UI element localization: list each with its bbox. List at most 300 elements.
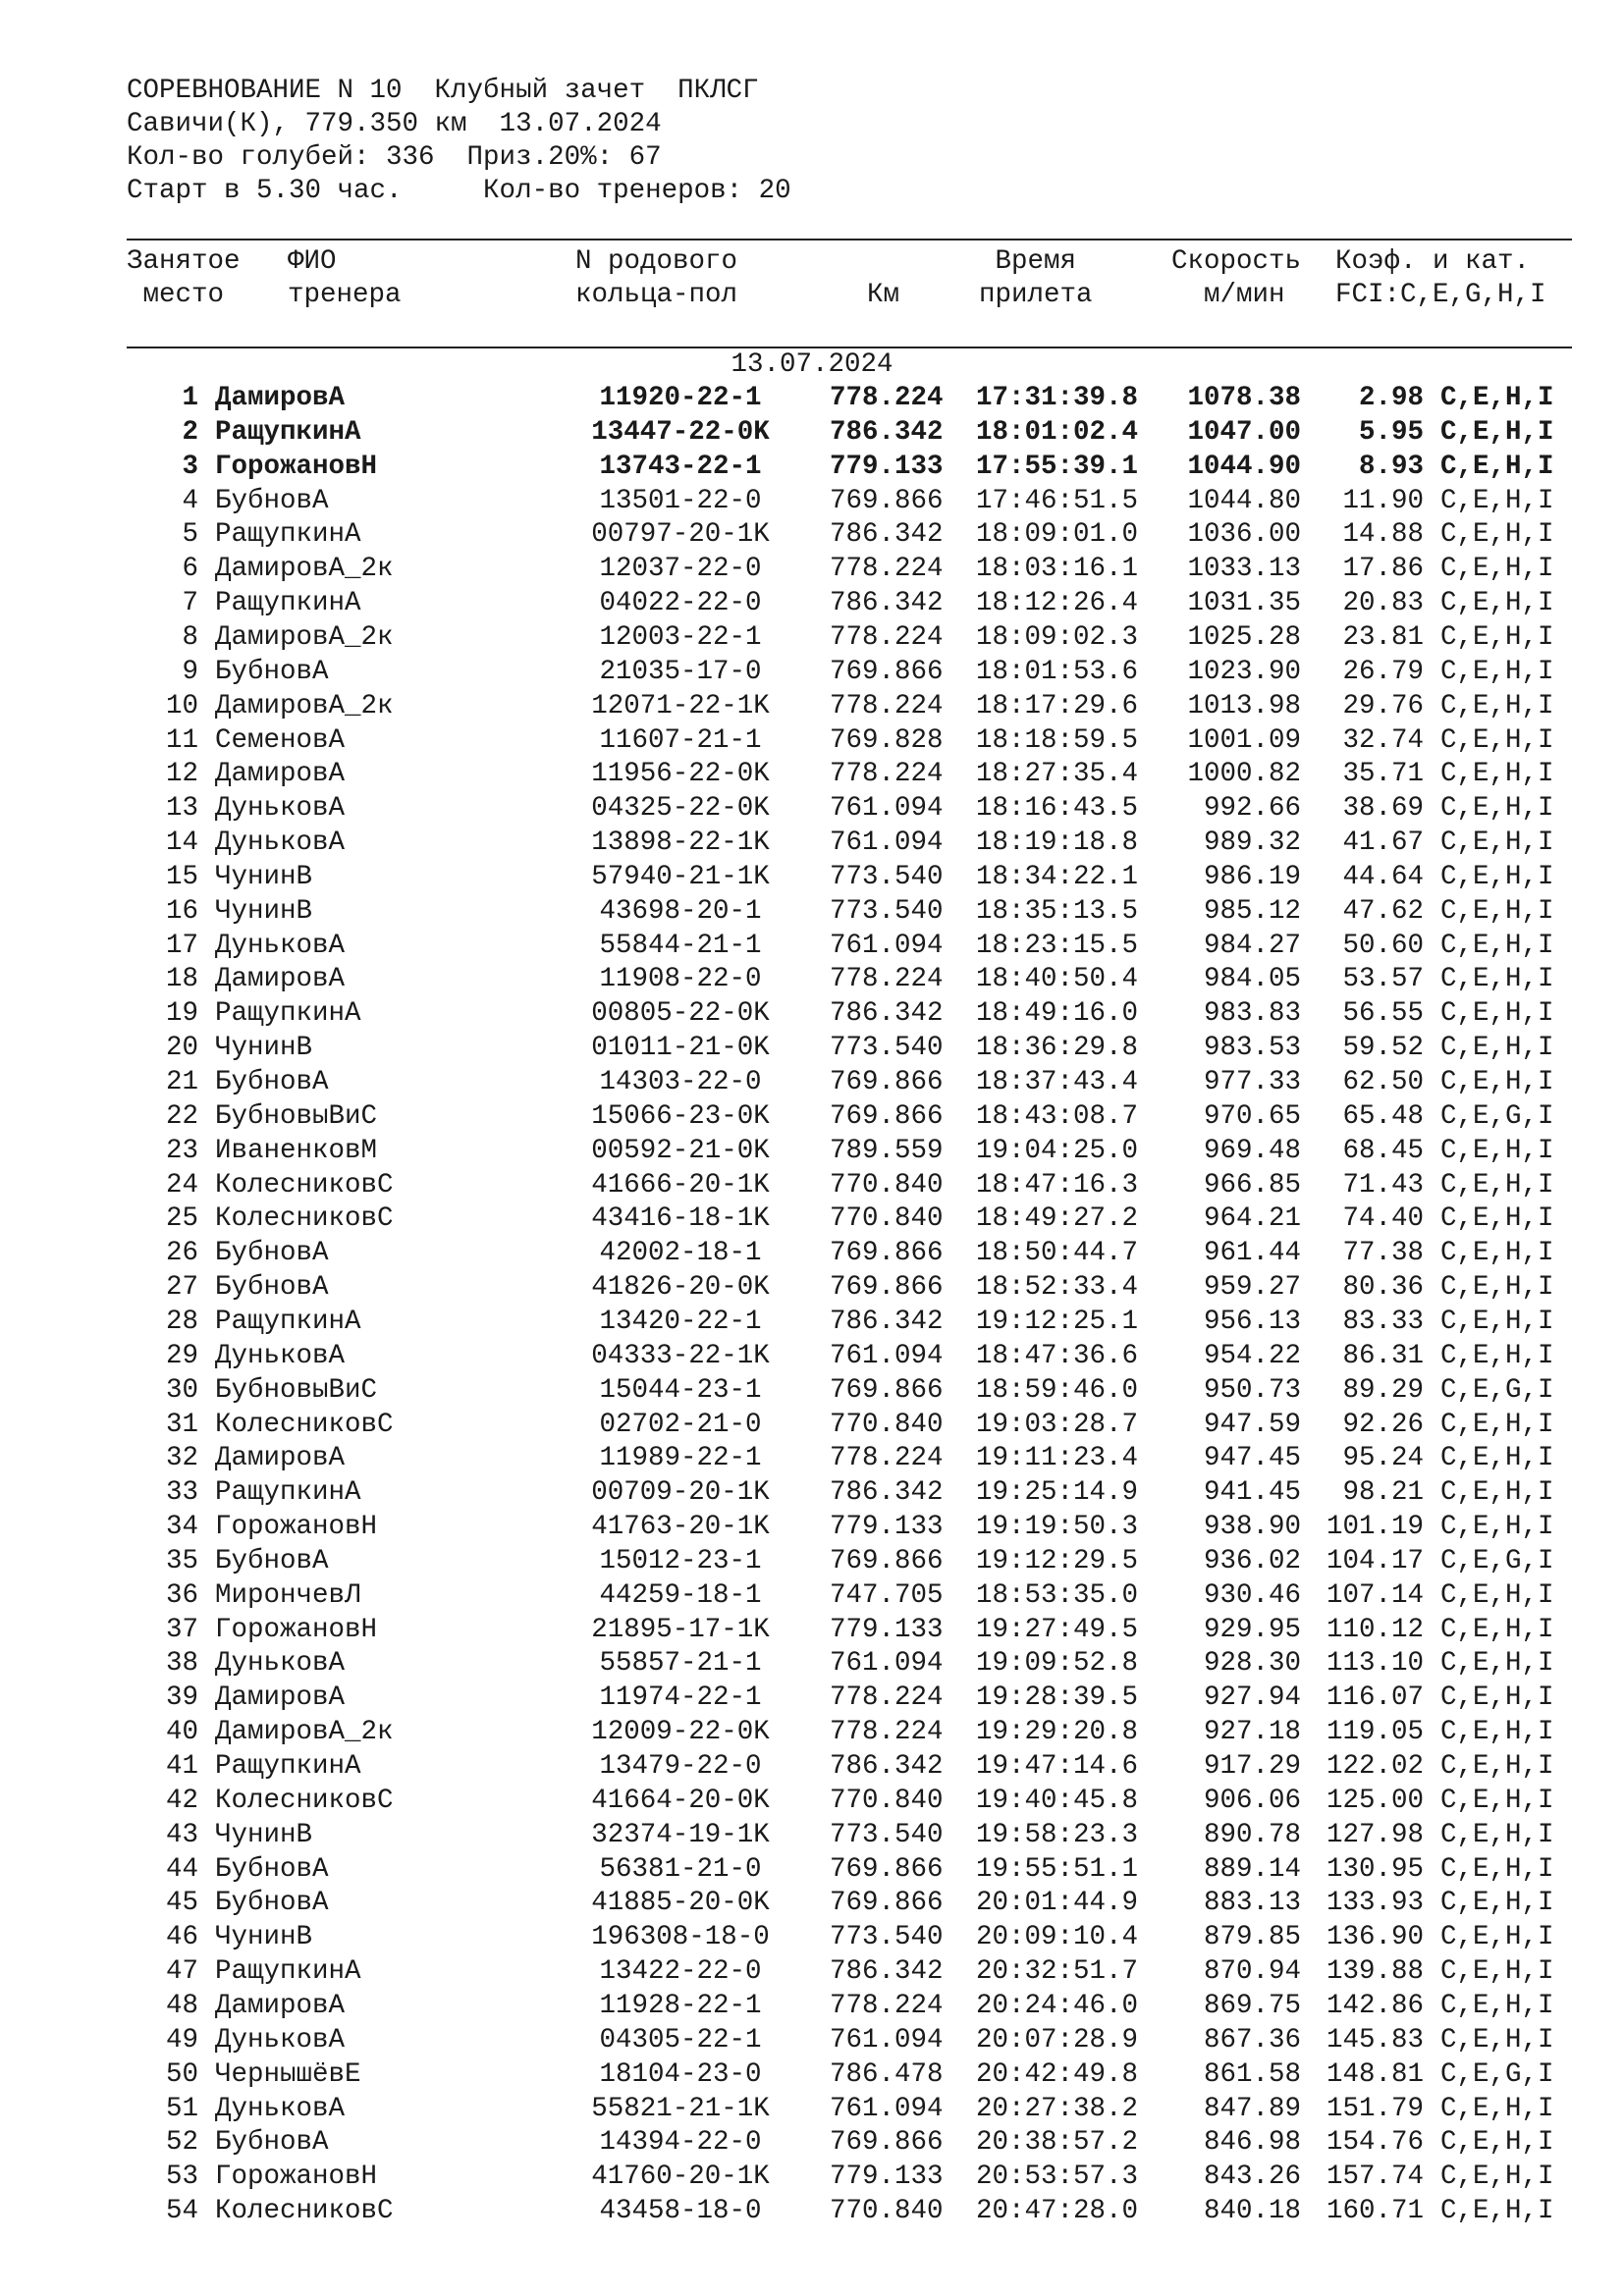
category-cell: C,E,H,I bbox=[1440, 416, 1554, 448]
arrival-time-cell: 18:01:53.6 bbox=[976, 656, 1139, 687]
category-cell: C,E,G,I bbox=[1440, 1100, 1554, 1132]
coefficient-cell: 139.88 bbox=[1326, 1956, 1424, 1988]
ring-number-cell: 41760-20-1K bbox=[591, 2162, 770, 2193]
place-cell: 21 bbox=[165, 1067, 198, 1097]
trainer-name-cell: ДуньковА bbox=[215, 793, 346, 825]
trainer-name-cell: КолесниковС bbox=[215, 1409, 394, 1440]
arrival-time-cell: 18:47:36.6 bbox=[976, 1340, 1139, 1371]
place-cell: 31 bbox=[165, 1409, 198, 1440]
place-cell: 30 bbox=[165, 1374, 198, 1406]
speed-cell: 989.32 bbox=[1203, 828, 1301, 859]
coefficient-cell: 14.88 bbox=[1342, 519, 1424, 551]
distance-cell: 769.866 bbox=[830, 1888, 944, 1919]
coefficient-cell: 92.26 bbox=[1342, 1409, 1424, 1440]
table-row bbox=[0, 861, 1624, 895]
speed-cell: 1047.00 bbox=[1187, 416, 1301, 448]
table-row bbox=[0, 792, 1624, 827]
table-row bbox=[0, 1716, 1624, 1750]
ring-number-cell: 14303-22-0 bbox=[599, 1067, 762, 1097]
distance-cell: 761.094 bbox=[830, 828, 944, 859]
place-cell: 17 bbox=[165, 930, 198, 961]
ring-number-cell: 56381-21-0 bbox=[599, 1853, 762, 1885]
trainer-name-cell: ДуньковА bbox=[215, 828, 346, 859]
speed-cell: 1044.90 bbox=[1187, 451, 1301, 482]
category-cell: C,E,H,I bbox=[1440, 1135, 1554, 1166]
trainer-name-cell: ДамировА bbox=[215, 1443, 346, 1474]
distance-cell: 789.559 bbox=[830, 1135, 944, 1166]
distance-cell: 778.224 bbox=[830, 964, 944, 995]
date-separator: 13.07.2024 bbox=[731, 349, 893, 380]
speed-cell: 846.98 bbox=[1203, 2127, 1301, 2159]
trainer-name-cell: БубновА bbox=[215, 1888, 329, 1919]
category-cell: C,E,H,I bbox=[1440, 964, 1554, 995]
arrival-time-cell: 20:09:10.4 bbox=[976, 1922, 1139, 1953]
table-row bbox=[0, 930, 1624, 964]
ring-number-cell: 11908-22-0 bbox=[599, 964, 762, 995]
arrival-time-cell: 18:47:16.3 bbox=[976, 1169, 1139, 1201]
trainer-name-cell: РащупкинА bbox=[215, 416, 361, 448]
table-row bbox=[0, 1614, 1624, 1648]
ring-number-cell: 04305-22-1 bbox=[599, 2024, 762, 2056]
speed-cell: 906.06 bbox=[1203, 1785, 1301, 1816]
table-row bbox=[0, 1511, 1624, 1545]
speed-cell: 983.83 bbox=[1203, 998, 1301, 1030]
distance-cell: 786.342 bbox=[830, 416, 944, 448]
ring-number-cell: 13422-22-0 bbox=[599, 1956, 762, 1988]
speed-cell: 985.12 bbox=[1203, 895, 1301, 927]
distance-cell: 779.133 bbox=[830, 451, 944, 482]
place-cell: 20 bbox=[165, 1033, 198, 1064]
trainer-name-cell: ДуньковА bbox=[215, 1340, 346, 1371]
distance-cell: 778.224 bbox=[830, 554, 944, 585]
arrival-time-cell: 18:59:46.0 bbox=[976, 1374, 1139, 1406]
speed-cell: 1025.28 bbox=[1187, 621, 1301, 653]
place-cell: 53 bbox=[165, 2162, 198, 2193]
distance-cell: 786.478 bbox=[830, 2058, 944, 2090]
table-row bbox=[0, 1887, 1624, 1921]
category-cell: C,E,H,I bbox=[1440, 1614, 1554, 1645]
ring-number-cell: 13898-22-1K bbox=[591, 828, 770, 859]
ring-number-cell: 18104-23-0 bbox=[599, 2058, 762, 2090]
distance-cell: 786.342 bbox=[830, 1306, 944, 1337]
distance-cell: 769.866 bbox=[830, 1545, 944, 1576]
place-cell: 42 bbox=[165, 1785, 198, 1816]
category-cell: C,E,H,I bbox=[1440, 2162, 1554, 2193]
table-row bbox=[0, 1442, 1624, 1476]
speed-cell: 984.05 bbox=[1203, 964, 1301, 995]
category-cell: C,E,H,I bbox=[1440, 793, 1554, 825]
distance-cell: 773.540 bbox=[830, 1033, 944, 1064]
trainer-name-cell: РащупкинА bbox=[215, 1477, 361, 1509]
place-cell: 19 bbox=[165, 998, 198, 1030]
ring-number-cell: 15044-23-1 bbox=[599, 1374, 762, 1406]
arrival-time-cell: 19:58:23.3 bbox=[976, 1819, 1139, 1850]
arrival-time-cell: 18:01:02.4 bbox=[976, 416, 1139, 448]
ring-number-cell: 42002-18-1 bbox=[599, 1238, 762, 1269]
speed-cell: 964.21 bbox=[1203, 1203, 1301, 1235]
ring-number-cell: 21035-17-0 bbox=[599, 656, 762, 687]
arrival-time-cell: 20:01:44.9 bbox=[976, 1888, 1139, 1919]
category-cell: C,E,H,I bbox=[1440, 519, 1554, 551]
table-row bbox=[0, 416, 1624, 451]
birds-count-line: Кол-во голубей: 336 Приз.20%: 67 bbox=[127, 142, 662, 173]
ring-number-cell: 13420-22-1 bbox=[599, 1306, 762, 1337]
trainer-name-cell: ЧунинВ bbox=[215, 1922, 313, 1953]
ring-number-cell: 41664-20-0K bbox=[591, 1785, 770, 1816]
coefficient-cell: 157.74 bbox=[1326, 2162, 1424, 2193]
speed-cell: 1023.90 bbox=[1187, 656, 1301, 687]
coefficient-cell: 2.98 bbox=[1358, 383, 1424, 413]
distance-cell: 778.224 bbox=[830, 1682, 944, 1714]
category-cell: C,E,H,I bbox=[1440, 1238, 1554, 1269]
distance-cell: 778.224 bbox=[830, 1990, 944, 2021]
coefficient-cell: 119.05 bbox=[1326, 1717, 1424, 1748]
place-cell: 14 bbox=[165, 828, 198, 859]
ring-number-cell: 55821-21-1K bbox=[591, 2093, 770, 2124]
speed-cell: 870.94 bbox=[1203, 1956, 1301, 1988]
place-cell: 46 bbox=[165, 1922, 198, 1953]
place-cell: 8 bbox=[182, 621, 198, 653]
trainer-name-cell: ДуньковА bbox=[215, 1648, 346, 1680]
speed-cell: 966.85 bbox=[1203, 1169, 1301, 1201]
place-cell: 48 bbox=[165, 1990, 198, 2021]
distance-cell: 761.094 bbox=[830, 1340, 944, 1371]
distance-cell: 786.342 bbox=[830, 1956, 944, 1988]
distance-cell: 769.866 bbox=[830, 1100, 944, 1132]
distance-cell: 779.133 bbox=[830, 1614, 944, 1645]
coefficient-cell: 104.17 bbox=[1326, 1545, 1424, 1576]
speed-cell: 861.58 bbox=[1203, 2058, 1301, 2090]
trainer-name-cell: ГорожановН bbox=[215, 1512, 378, 1543]
distance-cell: 747.705 bbox=[830, 1579, 944, 1611]
ring-number-cell: 13501-22-0 bbox=[599, 485, 762, 516]
table-row bbox=[0, 1066, 1624, 1100]
table-row bbox=[0, 2058, 1624, 2093]
speed-cell: 936.02 bbox=[1203, 1545, 1301, 1576]
distance-cell: 778.224 bbox=[830, 759, 944, 790]
table-row bbox=[0, 2024, 1624, 2058]
col-header-place: Занятое место bbox=[127, 246, 241, 310]
arrival-time-cell: 18:49:27.2 bbox=[976, 1203, 1139, 1235]
category-cell: C,E,H,I bbox=[1440, 451, 1554, 482]
place-cell: 41 bbox=[165, 1751, 198, 1782]
speed-cell: 847.89 bbox=[1203, 2093, 1301, 2124]
table-row bbox=[0, 1271, 1624, 1306]
arrival-time-cell: 18:03:16.1 bbox=[976, 554, 1139, 585]
ring-number-cell: 02702-21-0 bbox=[599, 1409, 762, 1440]
category-cell: C,E,H,I bbox=[1440, 1888, 1554, 1919]
table-row bbox=[0, 451, 1624, 485]
trainer-name-cell: КолесниковС bbox=[215, 2196, 394, 2227]
place-cell: 51 bbox=[165, 2093, 198, 2124]
table-row bbox=[0, 621, 1624, 656]
col-header-ring: N родового кольца-пол bbox=[575, 246, 738, 310]
speed-cell: 947.59 bbox=[1203, 1409, 1301, 1440]
arrival-time-cell: 17:46:51.5 bbox=[976, 485, 1139, 516]
category-cell: C,E,H,I bbox=[1440, 1579, 1554, 1611]
category-cell: C,E,H,I bbox=[1440, 1409, 1554, 1440]
table-row bbox=[0, 724, 1624, 759]
distance-cell: 769.866 bbox=[830, 1853, 944, 1885]
trainer-name-cell: ГорожановН bbox=[215, 2162, 378, 2193]
ring-number-cell: 41885-20-0K bbox=[591, 1888, 770, 1919]
coefficient-cell: 56.55 bbox=[1342, 998, 1424, 1030]
table-row bbox=[0, 1032, 1624, 1066]
speed-cell: 927.18 bbox=[1203, 1717, 1301, 1748]
distance-cell: 778.224 bbox=[830, 383, 944, 413]
distance-cell: 778.224 bbox=[830, 621, 944, 653]
speed-cell: 1078.38 bbox=[1187, 383, 1301, 413]
coefficient-cell: 44.64 bbox=[1342, 861, 1424, 892]
trainer-name-cell: БубновА bbox=[215, 1545, 329, 1576]
arrival-time-cell: 18:43:08.7 bbox=[976, 1100, 1139, 1132]
trainer-name-cell: ЧунинВ bbox=[215, 861, 313, 892]
trainer-name-cell: ДуньковА bbox=[215, 2024, 346, 2056]
place-cell: 7 bbox=[182, 588, 198, 619]
category-cell: C,E,G,I bbox=[1440, 1545, 1554, 1576]
ring-number-cell: 32374-19-1K bbox=[591, 1819, 770, 1850]
table-row bbox=[0, 1237, 1624, 1271]
category-cell: C,E,H,I bbox=[1440, 759, 1554, 790]
place-cell: 24 bbox=[165, 1169, 198, 1201]
arrival-time-cell: 19:12:25.1 bbox=[976, 1306, 1139, 1337]
coefficient-cell: 26.79 bbox=[1342, 656, 1424, 687]
speed-cell: 941.45 bbox=[1203, 1477, 1301, 1509]
ring-number-cell: 12037-22-0 bbox=[599, 554, 762, 585]
category-cell: C,E,H,I bbox=[1440, 1306, 1554, 1337]
distance-cell: 761.094 bbox=[830, 793, 944, 825]
table-row bbox=[0, 1750, 1624, 1785]
arrival-time-cell: 18:12:26.4 bbox=[976, 588, 1139, 619]
arrival-time-cell: 19:09:52.8 bbox=[976, 1648, 1139, 1680]
category-cell: C,E,H,I bbox=[1440, 930, 1554, 961]
trainer-name-cell: ДамировА bbox=[215, 383, 346, 413]
category-cell: C,E,H,I bbox=[1440, 1272, 1554, 1304]
table-row bbox=[0, 1409, 1624, 1443]
place-cell: 4 bbox=[182, 485, 198, 516]
distance-cell: 769.866 bbox=[830, 1067, 944, 1097]
ring-number-cell: 04022-22-0 bbox=[599, 588, 762, 619]
speed-cell: 889.14 bbox=[1203, 1853, 1301, 1885]
category-cell: C,E,H,I bbox=[1440, 1819, 1554, 1850]
distance-cell: 786.342 bbox=[830, 1477, 944, 1509]
place-cell: 40 bbox=[165, 1717, 198, 1748]
trainer-name-cell: ДамировА bbox=[215, 759, 346, 790]
speed-cell: 917.29 bbox=[1203, 1751, 1301, 1782]
speed-cell: 840.18 bbox=[1203, 2196, 1301, 2227]
ring-number-cell: 11974-22-1 bbox=[599, 1682, 762, 1714]
table-row bbox=[0, 758, 1624, 792]
trainer-name-cell: ГорожановН bbox=[215, 451, 378, 482]
trainer-name-cell: КолесниковС bbox=[215, 1785, 394, 1816]
speed-cell: 867.36 bbox=[1203, 2024, 1301, 2056]
coefficient-cell: 35.71 bbox=[1342, 759, 1424, 790]
table-row bbox=[0, 485, 1624, 519]
ring-number-cell: 15012-23-1 bbox=[599, 1545, 762, 1576]
distance-cell: 770.840 bbox=[830, 2196, 944, 2227]
table-row bbox=[0, 656, 1624, 690]
arrival-time-cell: 18:34:22.1 bbox=[976, 861, 1139, 892]
arrival-time-cell: 17:55:39.1 bbox=[976, 451, 1139, 482]
arrival-time-cell: 19:29:20.8 bbox=[976, 1717, 1139, 1748]
coefficient-cell: 130.95 bbox=[1326, 1853, 1424, 1885]
competition-title: СОРЕВНОВАНИЕ N 10 Клубный зачет ПКЛСГ bbox=[127, 76, 759, 106]
distance-cell: 779.133 bbox=[830, 2162, 944, 2193]
trainer-name-cell: РащупкинА bbox=[215, 1751, 361, 1782]
distance-cell: 773.540 bbox=[830, 861, 944, 892]
category-cell: C,E,H,I bbox=[1440, 1922, 1554, 1953]
arrival-time-cell: 18:35:13.5 bbox=[976, 895, 1139, 927]
speed-cell: 879.85 bbox=[1203, 1922, 1301, 1953]
arrival-time-cell: 19:47:14.6 bbox=[976, 1751, 1139, 1782]
col-header-km: Км bbox=[867, 280, 900, 310]
table-row bbox=[0, 827, 1624, 861]
distance-cell: 769.866 bbox=[830, 2127, 944, 2159]
table-row bbox=[0, 1990, 1624, 2024]
speed-cell: 947.45 bbox=[1203, 1443, 1301, 1474]
ring-number-cell: 04325-22-0K bbox=[591, 793, 770, 825]
category-cell: C,E,H,I bbox=[1440, 1443, 1554, 1474]
ring-number-cell: 55844-21-1 bbox=[599, 930, 762, 961]
ring-number-cell: 41826-20-0K bbox=[591, 1272, 770, 1304]
trainer-name-cell: ДуньковА bbox=[215, 930, 346, 961]
coefficient-cell: 83.33 bbox=[1342, 1306, 1424, 1337]
arrival-time-cell: 18:23:15.5 bbox=[976, 930, 1139, 961]
table-row bbox=[0, 1202, 1624, 1237]
trainer-name-cell: РащупкинА bbox=[215, 998, 361, 1030]
arrival-time-cell: 17:31:39.8 bbox=[976, 383, 1139, 413]
ring-number-cell: 00709-20-1K bbox=[591, 1477, 770, 1509]
col-header-coef-cat: Коэф. и кат. FCI:C,E,G,H,I bbox=[1335, 246, 1546, 310]
arrival-time-cell: 20:27:38.2 bbox=[976, 2093, 1139, 2124]
distance-cell: 769.866 bbox=[830, 1272, 944, 1304]
table-row bbox=[0, 1647, 1624, 1682]
table-row bbox=[0, 1169, 1624, 1203]
place-cell: 47 bbox=[165, 1956, 198, 1988]
category-cell: C,E,H,I bbox=[1440, 1203, 1554, 1235]
trainer-name-cell: РащупкинА bbox=[215, 1306, 361, 1337]
category-cell: C,E,H,I bbox=[1440, 861, 1554, 892]
place-cell: 1 bbox=[182, 383, 198, 413]
coefficient-cell: 142.86 bbox=[1326, 1990, 1424, 2021]
speed-cell: 956.13 bbox=[1203, 1306, 1301, 1337]
distance-cell: 786.342 bbox=[830, 1751, 944, 1782]
arrival-time-cell: 18:19:18.8 bbox=[976, 828, 1139, 859]
speed-cell: 983.53 bbox=[1203, 1033, 1301, 1064]
arrival-time-cell: 19:19:50.3 bbox=[976, 1512, 1139, 1543]
category-cell: C,E,H,I bbox=[1440, 656, 1554, 687]
trainer-name-cell: БубновА bbox=[215, 1067, 329, 1097]
category-cell: C,E,H,I bbox=[1440, 621, 1554, 653]
speed-cell: 984.27 bbox=[1203, 930, 1301, 961]
speed-cell: 1001.09 bbox=[1187, 724, 1301, 756]
place-cell: 45 bbox=[165, 1888, 198, 1919]
trainer-name-cell: БубновА bbox=[215, 1272, 329, 1304]
speed-cell: 1013.98 bbox=[1187, 690, 1301, 721]
coefficient-cell: 148.81 bbox=[1326, 2058, 1424, 2090]
place-cell: 10 bbox=[165, 690, 198, 721]
arrival-time-cell: 18:16:43.5 bbox=[976, 793, 1139, 825]
distance-cell: 786.342 bbox=[830, 998, 944, 1030]
speed-cell: 959.27 bbox=[1203, 1272, 1301, 1304]
arrival-time-cell: 20:24:46.0 bbox=[976, 1990, 1139, 2021]
category-cell: C,E,H,I bbox=[1440, 1682, 1554, 1714]
distance-cell: 773.540 bbox=[830, 895, 944, 927]
arrival-time-cell: 18:49:16.0 bbox=[976, 998, 1139, 1030]
trainer-name-cell: ДамировА bbox=[215, 1990, 346, 2021]
table-row bbox=[0, 2126, 1624, 2161]
trainer-name-cell: БубновА bbox=[215, 2127, 329, 2159]
place-cell: 33 bbox=[165, 1477, 198, 1509]
place-cell: 23 bbox=[165, 1135, 198, 1166]
speed-cell: 1000.82 bbox=[1187, 759, 1301, 790]
place-cell: 50 bbox=[165, 2058, 198, 2090]
speed-cell: 929.95 bbox=[1203, 1614, 1301, 1645]
coefficient-cell: 59.52 bbox=[1342, 1033, 1424, 1064]
coefficient-cell: 95.24 bbox=[1342, 1443, 1424, 1474]
ring-number-cell: 55857-21-1 bbox=[599, 1648, 762, 1680]
coefficient-cell: 65.48 bbox=[1342, 1100, 1424, 1132]
ring-number-cell: 04333-22-1K bbox=[591, 1340, 770, 1371]
arrival-time-cell: 20:42:49.8 bbox=[976, 2058, 1139, 2090]
ring-number-cell: 12071-22-1K bbox=[591, 690, 770, 721]
place-cell: 29 bbox=[165, 1340, 198, 1371]
coefficient-cell: 23.81 bbox=[1342, 621, 1424, 653]
table-row bbox=[0, 1853, 1624, 1888]
category-cell: C,E,H,I bbox=[1440, 1033, 1554, 1064]
category-cell: C,E,H,I bbox=[1440, 1956, 1554, 1988]
coefficient-cell: 136.90 bbox=[1326, 1922, 1424, 1953]
coefficient-cell: 5.95 bbox=[1358, 416, 1424, 448]
place-cell: 16 bbox=[165, 895, 198, 927]
ring-number-cell: 21895-17-1K bbox=[591, 1614, 770, 1645]
arrival-time-cell: 19:04:25.0 bbox=[976, 1135, 1139, 1166]
place-cell: 32 bbox=[165, 1443, 198, 1474]
category-cell: C,E,H,I bbox=[1440, 1990, 1554, 2021]
distance-cell: 778.224 bbox=[830, 690, 944, 721]
table-row bbox=[0, 1819, 1624, 1853]
speed-cell: 977.33 bbox=[1203, 1067, 1301, 1097]
distance-cell: 769.866 bbox=[830, 1374, 944, 1406]
place-cell: 22 bbox=[165, 1100, 198, 1132]
speed-cell: 986.19 bbox=[1203, 861, 1301, 892]
coefficient-cell: 47.62 bbox=[1342, 895, 1424, 927]
arrival-time-cell: 18:52:33.4 bbox=[976, 1272, 1139, 1304]
coefficient-cell: 110.12 bbox=[1326, 1614, 1424, 1645]
start-time-line: Старт в 5.30 час. Кол-во тренеров: 20 bbox=[127, 176, 791, 206]
place-cell: 52 bbox=[165, 2127, 198, 2159]
speed-cell: 954.22 bbox=[1203, 1340, 1301, 1371]
speed-cell: 970.65 bbox=[1203, 1100, 1301, 1132]
ring-number-cell: 11956-22-0K bbox=[591, 759, 770, 790]
speed-cell: 883.13 bbox=[1203, 1888, 1301, 1919]
category-cell: C,E,G,I bbox=[1440, 2058, 1554, 2090]
speed-cell: 1044.80 bbox=[1187, 485, 1301, 516]
category-cell: C,E,H,I bbox=[1440, 1340, 1554, 1371]
category-cell: C,E,H,I bbox=[1440, 895, 1554, 927]
arrival-time-cell: 18:27:35.4 bbox=[976, 759, 1139, 790]
table-row bbox=[0, 587, 1624, 621]
trainer-name-cell: РащупкинА bbox=[215, 1956, 361, 1988]
coefficient-cell: 127.98 bbox=[1326, 1819, 1424, 1850]
ring-number-cell: 00805-22-0K bbox=[591, 998, 770, 1030]
speed-cell: 938.90 bbox=[1203, 1512, 1301, 1543]
arrival-time-cell: 20:32:51.7 bbox=[976, 1956, 1139, 1988]
category-cell: C,E,H,I bbox=[1440, 2024, 1554, 2056]
distance-cell: 761.094 bbox=[830, 930, 944, 961]
arrival-time-cell: 18:40:50.4 bbox=[976, 964, 1139, 995]
table-row bbox=[0, 553, 1624, 587]
